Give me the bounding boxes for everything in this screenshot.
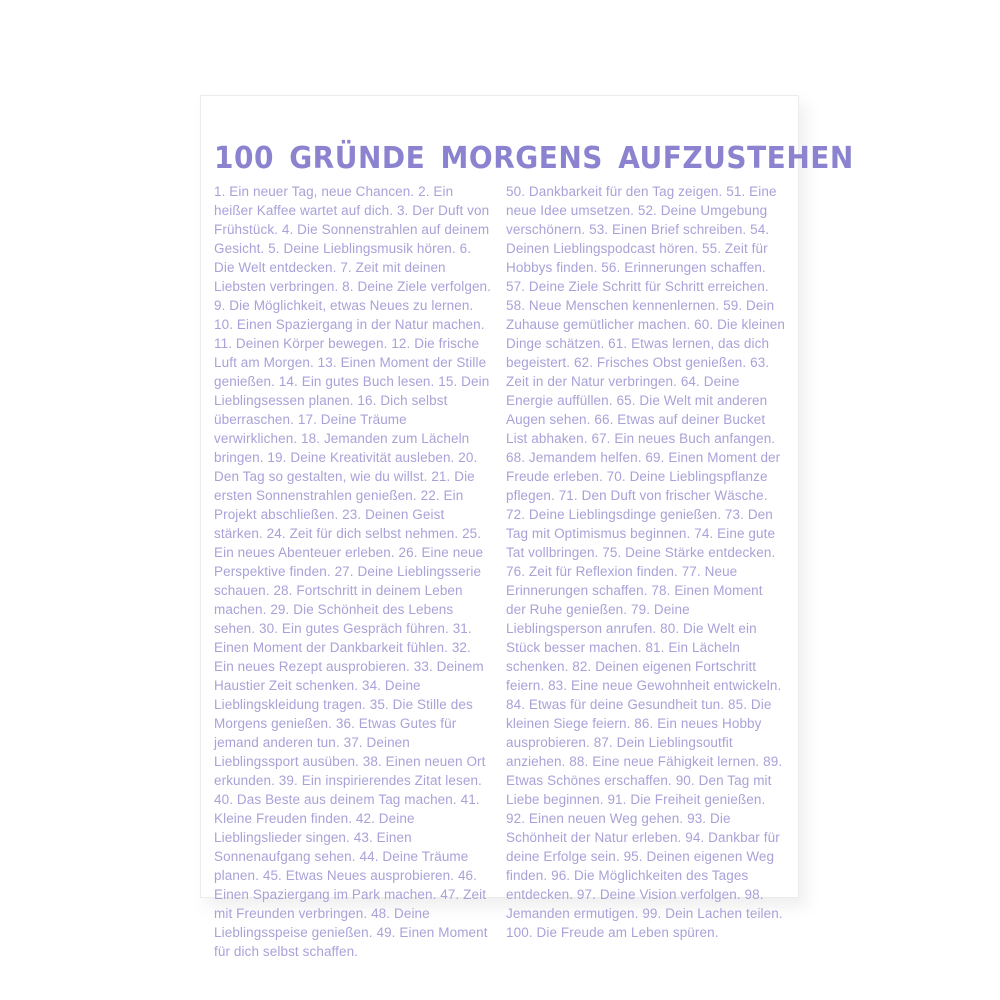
reasons-columns — [214, 182, 785, 961]
reasons-column-left: 1. Ein neuer Tag, neue Chancen. 2. Ein heißer Kaffee wartet auf dich. 3. Der Duft von Frühstück. 4. Die Sonnenstrahlen auf deinem Gesicht. 5. Deine Lieblingsmusik hören. 6. Die Welt entdecken. 7. Zeit mit deinen Liebsten verbringen. 8. Deine Ziele verfolgen. 9. Die Möglichkeit, etwas Neues zu lernen. 10. Einen Spaziergang in der Natur machen. 11. Deinen Körper bewegen. 12. Die frische Luft am Morgen. 13. Einen Moment der Stille genießen. 14. Ein gutes Buch lesen. 15. Dein Lieblingsessen planen. 16. Dich selbst überraschen. 17. Deine Träume verwirklichen. 18. Jemanden zum Lächeln bringen. 19. Deine Kreativität ausleben. 20. Den Tag so gestalten, wie du willst. 21. Die ersten Sonnenstrahlen genießen. 22. Ein Projekt abschließen. 23. Deinen Geist stärken. 24. Zeit für dich selbst nehmen. 25. Ein neues Abenteuer erleben. 26. Eine neue Perspektive finden. 27. Deine Lieblingsserie schauen. 28. Fortschritt in deinem Leben machen. 29. Die Schönheit des Lebens sehen. 30. Ein gutes Gespräch führen. 31. Einen Moment der Dankbarkeit fühlen. 32. Ein neues Rezept ausprobieren. 33. Deinem Haustier Zeit schenken. 34. Deine Lieblingskleidung tragen. 35. Die Stille des Morgens genießen. 36. Etwas Gutes für jemand anderen tun. 37. Deinen Lieblingssport ausüben. 38. Einen neuen Ort erkunden. 39. Ein inspirierendes Zitat lesen. 40. Das Beste aus deinem Tag machen. 41. Kleine Freuden finden. 42. Deine Lieblingslieder singen. 43. Einen Sonnenaufgang sehen. 44. Deine Träume planen. 45. Etwas Neues ausprobieren. 46. Einen Spaziergang im Park machen. 47. Zeit mit Freunden verbringen. 48. Deine Lieblingsspeise genießen. 49. Einen Moment für dich selbst schaffen. — [214, 183, 492, 959]
poster-title: 100 GRÜNDE MORGENS AUFZUSTEHEN — [214, 139, 854, 176]
poster — [200, 95, 854, 959]
reasons-column-right: 50. Dankbarkeit für den Tag zeigen. 51. Eine neue Idee umsetzen. 52. Deine Umgebung verschönern. 53. Einen Brief schreiben. 54. Deinen Lieblingspodcast hören. 55. Zeit für Hobbys finden. 56. Erinnerungen schaffen. 57. Deine Ziele Schritt für Schritt erreichen. 58. Neue Menschen kennenlernen. 59. Dein Zuhause gemütlicher machen. 60. Die kleinen Dinge schätzen. 61. Etwas lernen, das dich begeistert. 62. Frisches Obst genießen. 63. Zeit in der Natur verbringen. 64. Deine Energie auffüllen. 65. Die Welt mit anderen Augen sehen. 66. Etwas auf deiner Bucket List abhaken. 67. Ein neues Buch anfangen. 68. Jemandem helfen. 69. Einen Moment der Freude erleben. 70. Deine Lieblingspflanze pflegen. 71. Den Duft von frischer Wäsche. 72. Deine Lieblingsdinge genießen. 73. Den Tag mit Optimismus beginnen. 74. Eine gute Tat vollbringen. 75. Deine Stärke entdecken. 76. Zeit für Reflexion finden. 77. Neue Erinnerungen schaffen. 78. Einen Moment der Ruhe genießen. 79. Deine Lieblingsperson anrufen. 80. Die Welt ein Stück besser machen. 81. Ein Lächeln schenken. 82. Deinen eigenen Fortschritt feiern. 83. Eine neue Gewohnheit entwickeln. 84. Etwas für deine Gesundheit tun. 85. Die kleinen Siege feiern. 86. Ein neues Hobby ausprobieren. 87. Dein Lieblingsoutfit anziehen. 88. Eine neue Fähigkeit lernen. 89. Etwas Schönes erschaffen. 90. Den Tag mit Liebe beginnen. 91. Die Freiheit genießen. 92. Einen neuen Weg gehen. 93. Die Schönheit der Natur erleben. 94. Dankbar für deine Erfolge sein. 95. Deinen eigenen Weg finden. 96. Die Möglichkeiten des Tages entdecken. 97. Deine Vision verfolgen. 98. Jemanden ermutigen. 99. Dein Lachen teilen. 100. Die Freude am Leben spüren. — [506, 183, 785, 940]
